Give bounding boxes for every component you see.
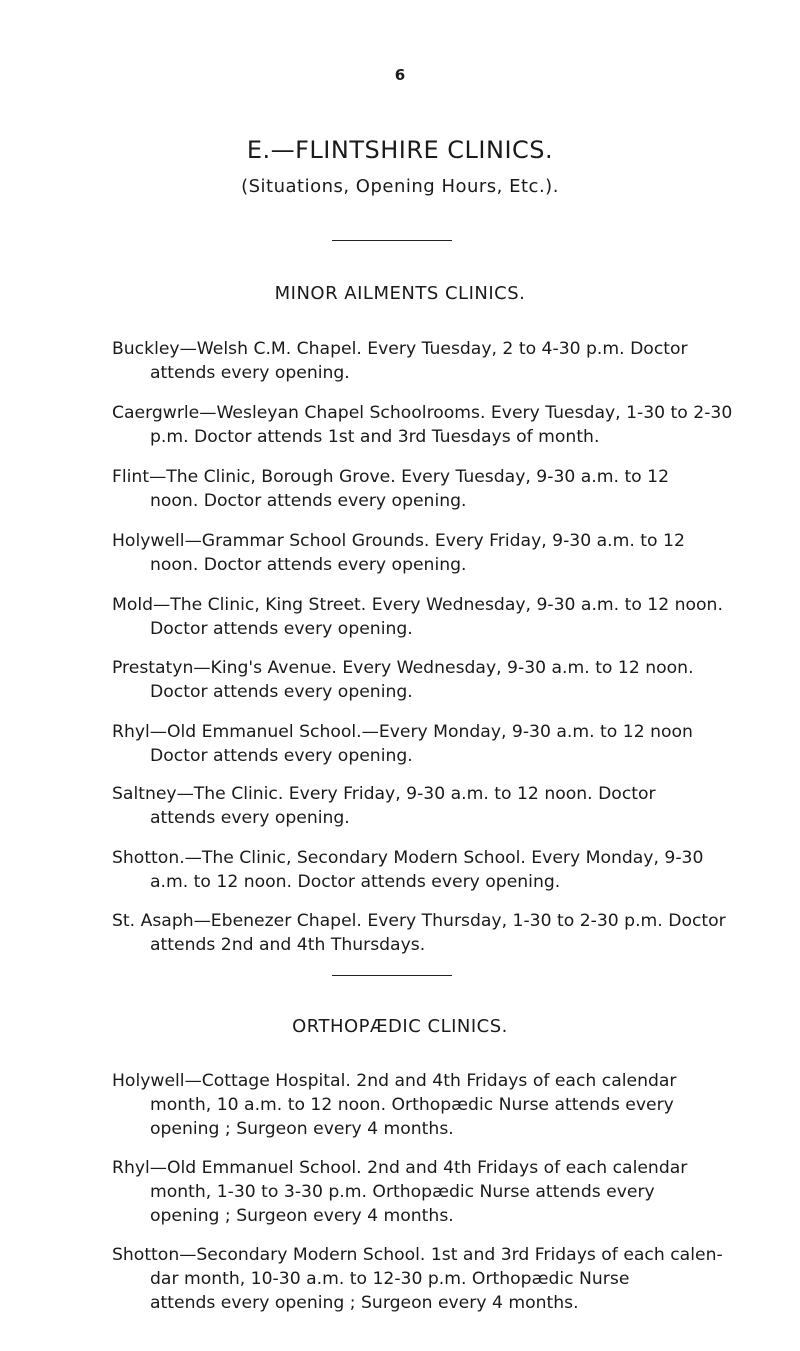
entry-line: Doctor attends every opening. <box>150 682 413 702</box>
entry-line: attends every opening. <box>150 363 350 383</box>
entry-line: opening ; Surgeon every 4 months. <box>150 1119 454 1139</box>
entry-line: St. Asaph—Ebenezer Chapel. Every Thursday, 1-30 to 2-30 p.m. Doctor <box>112 911 726 931</box>
entry-line: Holywell—Grammar School Grounds. Every Friday, 9-30 a.m. to 12 <box>112 531 685 551</box>
entry-line: attends every opening. <box>150 808 350 828</box>
ortho-entry-shotton <box>112 1243 734 1315</box>
entry-line: Shotton—Secondary Modern School. 1st and 3rd Fridays of each calen- <box>112 1245 723 1265</box>
minor-ailments-heading: MINOR AILMENTS CLINICS. <box>274 283 526 304</box>
clinic-entry-saltney <box>112 782 734 830</box>
entry-line: Rhyl—Old Emmanuel School. 2nd and 4th Fridays of each calendar <box>112 1158 688 1178</box>
clinic-entry-st-asaph <box>112 909 734 957</box>
clinic-entry-prestatyn <box>112 656 734 704</box>
orthopaedic-heading: ORTHOPÆDIC CLINICS. <box>292 1016 508 1037</box>
clinic-entry-rhyl <box>112 720 734 768</box>
entry-line: dar month, 10-30 a.m. to 12-30 p.m. Orthopædic Nurse <box>150 1269 630 1289</box>
entry-line: Saltney—The Clinic. Every Friday, 9-30 a.m. to 12 noon. Doctor <box>112 784 656 804</box>
entry-line: Flint—The Clinic, Borough Grove. Every Tuesday, 9-30 a.m. to 12 <box>112 467 670 487</box>
entry-line: Rhyl—Old Emmanuel School.—Every Monday, 9-30 a.m. to 12 noon <box>112 722 693 742</box>
entry-line: a.m. to 12 noon. Doctor attends every opening. <box>150 872 561 892</box>
entry-line: Doctor attends every opening. <box>150 746 413 766</box>
clinic-entry-mold <box>112 593 734 641</box>
entry-line: Caergwrle—Wesleyan Chapel Schoolrooms. Every Tuesday, 1-30 to 2-30 <box>112 403 733 423</box>
clinic-entry-buckley <box>112 337 734 385</box>
entry-line: Prestatyn—King's Avenue. Every Wednesday, 9-30 a.m. to 12 noon. <box>112 658 694 678</box>
page-subtitle: (Situations, Opening Hours, Etc.). <box>241 176 559 197</box>
entry-line: month, 1-30 to 3-30 p.m. Orthopædic Nurse attends every <box>150 1182 655 1202</box>
entry-line: Holywell—Cottage Hospital. 2nd and 4th Fridays of each calendar <box>112 1071 677 1091</box>
entry-line: attends 2nd and 4th Thursdays. <box>150 935 426 955</box>
entry-line: opening ; Surgeon every 4 months. <box>150 1206 454 1226</box>
page-title: E.—FLINTSHIRE CLINICS. <box>246 136 554 164</box>
entry-line: Shotton.—The Clinic, Secondary Modern School. Every Monday, 9-30 <box>112 848 704 868</box>
entry-line: noon. Doctor attends every opening. <box>150 491 467 511</box>
section-divider <box>332 975 452 976</box>
ortho-entry-holywell <box>112 1069 734 1141</box>
ortho-entry-rhyl <box>112 1156 734 1228</box>
clinic-entry-holywell <box>112 529 734 577</box>
entry-line: Buckley—Welsh C.M. Chapel. Every Tuesday, 2 to 4-30 p.m. Doctor <box>112 339 688 359</box>
entry-line: Mold—The Clinic, King Street. Every Wednesday, 9-30 a.m. to 12 noon. <box>112 595 723 615</box>
entry-line: month, 10 a.m. to 12 noon. Orthopædic Nurse attends every <box>150 1095 674 1115</box>
clinic-entry-shotton <box>112 846 734 894</box>
clinic-entry-caergwrle <box>112 401 734 449</box>
entry-line: attends every opening ; Surgeon every 4 months. <box>150 1293 579 1313</box>
page-number: 6 <box>394 66 406 84</box>
entry-line: noon. Doctor attends every opening. <box>150 555 467 575</box>
clinic-entry-flint <box>112 465 734 513</box>
entry-line: p.m. Doctor attends 1st and 3rd Tuesdays of month. <box>150 427 600 447</box>
section-divider <box>332 240 452 241</box>
entry-line: Doctor attends every opening. <box>150 619 413 639</box>
